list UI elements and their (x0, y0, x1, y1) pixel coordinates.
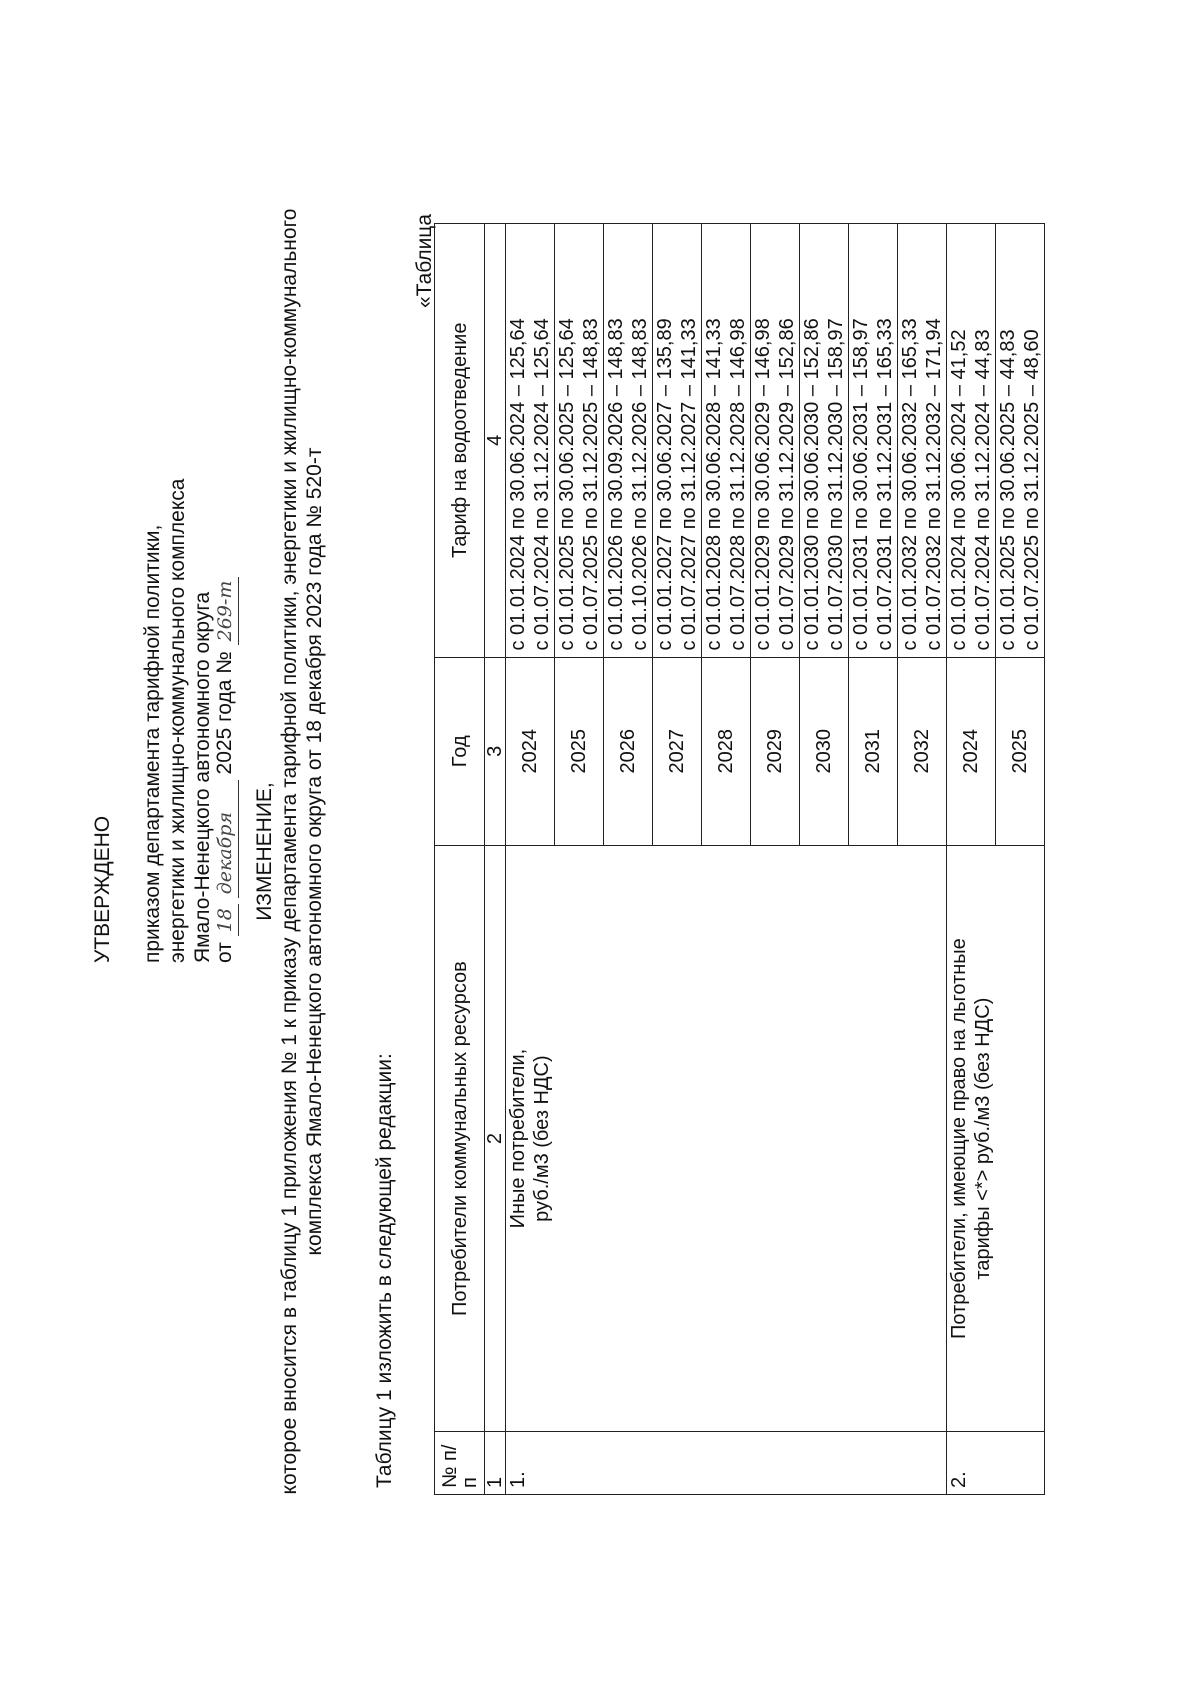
tariff-period: с 01.01.2031 по 30.06.2031 – 158,97 (850, 318, 872, 651)
tariff-period: с 01.07.2027 по 31.12.2027 – 141,33 (678, 318, 700, 651)
tariff-cell (849, 224, 898, 658)
year-cell: 2025 (996, 657, 1045, 846)
consumer-cell (947, 846, 1045, 1432)
instruction-text: Таблицу 1 изложить в следующей редакции: (373, 1053, 396, 1488)
tariff-period: с 01.01.2024 по 30.06.2024 – 125,64 (507, 318, 529, 651)
tariff-cell (996, 224, 1045, 658)
tariff-period: с 01.07.2024 по 31.12.2024 – 44,83 (972, 329, 994, 651)
tariff-period: с 01.10.2026 по 31.12.2026 – 148,83 (629, 318, 651, 651)
tariff-period: с 01.01.2024 по 30.06.2024 – 41,52 (948, 329, 970, 651)
table-row (506, 224, 555, 1495)
column-number: 2 (485, 846, 506, 1432)
consumer-cell (506, 846, 947, 1432)
tariff-period: с 01.07.2025 по 31.12.2025 – 48,60 (1021, 329, 1043, 651)
tariff-period: с 01.01.2025 по 30.06.2025 – 125,64 (556, 318, 578, 651)
change-title: ИЗМЕНЕНИЕ, (253, 782, 276, 921)
tariff-cell (555, 224, 604, 658)
tariff-period: с 01.07.2028 по 31.12.2028 – 146,98 (727, 318, 749, 651)
table-header-row (435, 224, 485, 1495)
tariff-period: с 01.01.2030 по 30.06.2030 – 152,86 (801, 318, 823, 651)
header-number: № п/п (435, 1432, 485, 1495)
tariff-table (434, 223, 1045, 1495)
year-cell: 2024 (947, 657, 996, 846)
year-cell: 2024 (506, 657, 555, 846)
consumer-line: Иные потребители, (507, 1048, 529, 1229)
from-prefix: от (213, 942, 236, 963)
consumer-line: руб./м3 (без НДС) (531, 1055, 553, 1222)
column-number: 3 (485, 657, 506, 846)
tariff-period: с 01.07.2024 по 31.12.2024 – 125,64 (531, 318, 553, 651)
tariff-period: с 01.07.2029 по 31.12.2029 – 152,86 (776, 318, 798, 651)
consumer-line: Потребители, имеющие право на льготные (948, 938, 970, 1339)
tariff-cell (751, 224, 800, 658)
tariff-period: с 01.01.2026 по 30.09.2026 – 148,83 (605, 318, 627, 651)
tariff-period: с 01.01.2032 по 30.06.2032 – 165,33 (899, 318, 921, 651)
header-consumers: Потребители коммунальных ресурсов (435, 846, 485, 1432)
row-number: 2. (947, 1432, 1045, 1495)
tariff-period: с 01.07.2030 по 31.12.2030 – 158,97 (825, 318, 847, 651)
row-number: 1. (506, 1432, 947, 1495)
tariff-cell (653, 224, 702, 658)
handwritten-number: 269-т (212, 577, 239, 646)
header-tariff: Тариф на водоотведение (435, 224, 485, 658)
tariff-cell (947, 224, 996, 658)
consumer-line: тарифы <*> руб./м3 (без НДС) (972, 997, 994, 1280)
approval-line-1: приказом департамента тарифной политики, (141, 524, 164, 963)
column-number: 4 (485, 224, 506, 658)
tariff-period: с 01.01.2025 по 30.06.2025 – 44,83 (997, 329, 1019, 651)
handwritten-day: 18 (212, 904, 239, 936)
approval-line-2: энергетики и жилищно-коммунального комплекса (166, 478, 189, 963)
year-cell: 2026 (604, 657, 653, 846)
year-cell: 2029 (751, 657, 800, 846)
tariff-period: с 01.07.2025 по 31.12.2025 – 148,83 (580, 318, 602, 651)
tariff-period: с 01.01.2029 по 30.06.2029 – 146,98 (752, 318, 774, 651)
approval-line-3: Ямало-Ненецкого автономного округа (191, 591, 214, 963)
year-cell: 2031 (849, 657, 898, 846)
year-text: 2025 года № (213, 651, 236, 775)
tariff-period: с 01.07.2032 по 31.12.2032 – 171,94 (923, 318, 945, 651)
table-row (947, 224, 996, 1495)
tariff-period: с 01.01.2027 по 30.06.2027 – 135,89 (654, 318, 676, 651)
year-cell: 2030 (800, 657, 849, 846)
year-cell: 2025 (555, 657, 604, 846)
tariff-cell (898, 224, 947, 658)
tariff-period: с 01.01.2028 по 30.06.2028 – 141,33 (703, 318, 725, 651)
year-cell: 2028 (702, 657, 751, 846)
column-numbers-row (485, 224, 506, 1495)
change-line-1: которое вносится в таблицу 1 приложения № 1 к приказу департамента тарифной политики, энергетики и жилищно-коммунального (278, 208, 301, 1495)
header-year: Год (435, 657, 485, 846)
column-number: 1 (485, 1432, 506, 1495)
change-line-2: комплекса Ямало-Ненецкого автономного округа от 18 декабря 2023 года № 520-т (303, 447, 326, 1256)
tariff-cell (702, 224, 751, 658)
approval-heading: УТВЕРЖДЕНО (91, 815, 114, 963)
approval-date-line (212, 577, 239, 963)
year-cell: 2032 (898, 657, 947, 846)
year-cell: 2027 (653, 657, 702, 846)
handwritten-month: декабря (212, 780, 239, 898)
tariff-cell (506, 224, 555, 658)
table-caption: «Таблица (413, 213, 436, 308)
tariff-cell (604, 224, 653, 658)
tariff-cell (800, 224, 849, 658)
tariff-period: с 01.07.2031 по 31.12.2031 – 165,33 (874, 318, 896, 651)
